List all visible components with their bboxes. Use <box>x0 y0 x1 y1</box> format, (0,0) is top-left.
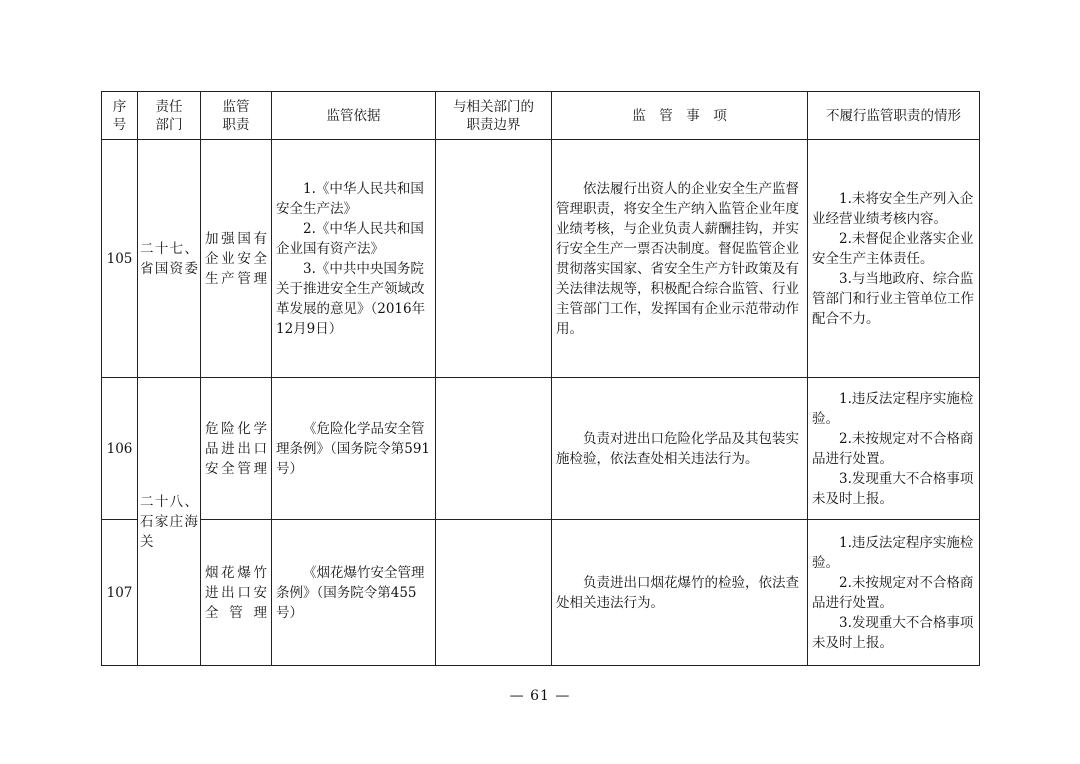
failure-item: 2.未按规定对不合格商品进行处置。 <box>812 430 974 467</box>
table-row <box>102 520 980 666</box>
boundary-cell <box>436 520 552 666</box>
header-boundary: 与相关部门的 职责边界 <box>436 92 552 140</box>
header-row <box>102 92 980 140</box>
seq-cell: 107 <box>102 520 138 666</box>
duty-cell: 加强国有企业安全生产管理 <box>201 140 272 378</box>
dept-cell: 二十七、省国资委 <box>138 140 201 378</box>
header-duty: 监管 职责 <box>201 92 272 140</box>
header-failure: 不履行监管职责的情形 <box>808 92 980 140</box>
failure-cell <box>808 520 980 666</box>
boundary-cell <box>436 140 552 378</box>
failure-item: 1.违反法定程序实施检验。 <box>812 390 974 427</box>
header-items: 监 管 事 项 <box>552 92 808 140</box>
page-number: — 61 — <box>509 688 571 704</box>
failure-item: 3.发现重大不合格事项未及时上报。 <box>812 470 974 507</box>
failure-cell <box>808 140 980 378</box>
duty-cell: 危险化学品进出口安全管理 <box>201 378 272 520</box>
failure-item: 2.未按规定对不合格商品进行处置。 <box>812 574 974 611</box>
boundary-cell <box>436 378 552 520</box>
duty-cell: 烟花爆竹进出口安全管理 <box>201 520 272 666</box>
failure-item: 2.未督促企业落实企业安全生产主体责任。 <box>812 230 974 267</box>
items-cell: 负责对进出口危险化学品及其包装实施检验，依法查处相关违法行为。 <box>552 378 808 520</box>
header-basis: 监管依据 <box>272 92 436 140</box>
failure-cell <box>808 378 980 520</box>
failure-item: 3.发现重大不合格事项未及时上报。 <box>812 614 974 651</box>
basis-item: 3.《中共中央国务院关于推进安全生产领域改革发展的意见》（2016年12月9日） <box>276 260 426 337</box>
basis-item: 《危险化学品安全管理条例》（国务院令第591号） <box>276 420 431 477</box>
dept-cell: 二十八、石家庄海关 <box>138 378 201 666</box>
basis-item: 2.《中华人民共和国企业国有资产法》 <box>276 220 424 257</box>
failure-item: 1.未将安全生产列入企业经营业绩考核内容。 <box>812 190 974 227</box>
basis-item: 《烟花爆竹安全管理条例》（国务院令第455号） <box>276 564 425 621</box>
items-cell: 负责进出口烟花爆竹的检验，依法查处相关违法行为。 <box>552 520 808 666</box>
responsibility-table <box>101 91 980 666</box>
table-row <box>102 140 980 378</box>
header-seq: 序 号 <box>102 92 138 140</box>
basis-cell <box>272 378 436 520</box>
seq-cell: 106 <box>102 378 138 520</box>
failure-item: 1.违反法定程序实施检验。 <box>812 534 974 571</box>
table-row <box>102 378 980 520</box>
header-dept: 责任 部门 <box>138 92 201 140</box>
items-cell: 依法履行出资人的企业安全生产监督管理职责，将安全生产纳入监管企业年度业绩考核，与企业负责人薪酬挂钩，并实行安全生产一票否决制度。督促监管企业贯彻落实国家、省安全生产方针政策及有关法律法规等，积极配合综合监管、行业主管部门工作，发挥国有企业示范带动作用。 <box>552 140 808 378</box>
failure-item: 3.与当地政府、综合监管部门和行业主管单位工作配合不力。 <box>812 270 974 327</box>
seq-cell: 105 <box>102 140 138 378</box>
basis-cell <box>272 140 436 378</box>
basis-item: 1.《中华人民共和国安全生产法》 <box>276 180 424 217</box>
basis-cell <box>272 520 436 666</box>
